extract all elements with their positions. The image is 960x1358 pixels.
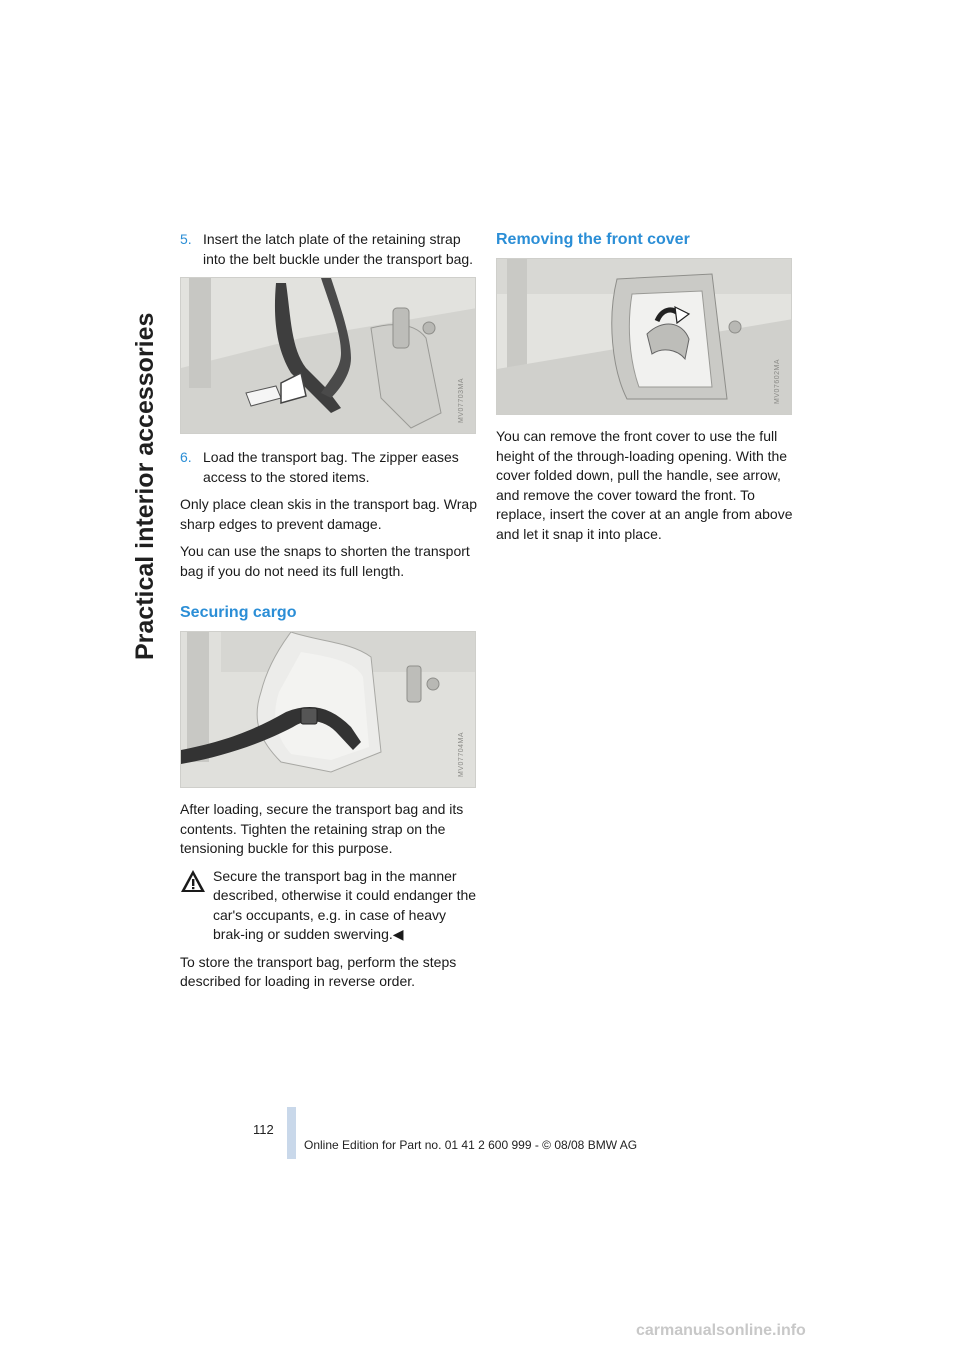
figure-code: MV07704MA <box>457 732 465 777</box>
step-text: Load the transport bag. The zipper eases access to the stored items. <box>203 449 459 485</box>
warning-text: Secure the transport bag in the manner described, otherwise it could endanger the car's occupants, e.g. in case of heavy brak-ing or sudden swerving.◀ <box>213 867 477 942</box>
latch-plate-illustration <box>181 278 476 434</box>
step-text: Insert the latch plate of the retaining strap into the belt buckle under the transport bag. <box>203 231 474 267</box>
left-column <box>180 230 478 1000</box>
paragraph-after-loading: After loading, secure the transport bag and its contents. Tighten the retaining strap on the tensioning buckle for this purpose. <box>180 801 464 856</box>
chapter-title-vertical <box>130 230 160 660</box>
heading-securing-cargo: Securing cargo <box>180 604 297 621</box>
warning-block <box>180 867 478 945</box>
heading-removing-front-cover: Removing the front cover <box>496 231 690 248</box>
paragraph-store: To store the transport bag, perform the steps described for loading in reverse order. <box>180 953 457 989</box>
paragraph-skis: Only place clean skis in the transport bag. Wrap sharp edges to prevent damage. <box>180 496 478 532</box>
securing-cargo-illustration <box>181 632 476 788</box>
figure-code: MV07602MA <box>773 359 781 404</box>
site-watermark: carmanualsonline.info <box>636 1322 806 1339</box>
paragraph-front-cover: You can remove the front cover to use the full height of the through-loading opening. With the cover folded down, pull the handle, see arrow, and remove the cover toward the front. To replace, insert the cover at an angle from above and let it snap it into place. <box>496 428 793 542</box>
step-number: 6. <box>180 449 192 465</box>
step-5 <box>180 230 478 269</box>
chapter-title-text: Practical interior accessories <box>131 312 159 660</box>
figure-code: MV07703MA <box>457 378 465 423</box>
step-6 <box>180 448 478 487</box>
figure-securing-cargo <box>180 631 476 788</box>
page-number: 112 <box>253 1122 274 1137</box>
front-cover-illustration <box>497 259 792 415</box>
step-number: 5. <box>180 231 192 247</box>
warning-triangle-icon <box>180 869 206 893</box>
edition-text: Online Edition for Part no. 01 41 2 600 999 - © 08/08 BMW AG <box>304 1138 638 1152</box>
figure-latch-plate <box>180 277 476 434</box>
right-column <box>496 230 794 552</box>
figure-front-cover <box>496 258 792 415</box>
footer-accent-bar <box>287 1107 296 1159</box>
paragraph-snaps: You can use the snaps to shorten the transport bag if you do not need its full length. <box>180 543 470 579</box>
